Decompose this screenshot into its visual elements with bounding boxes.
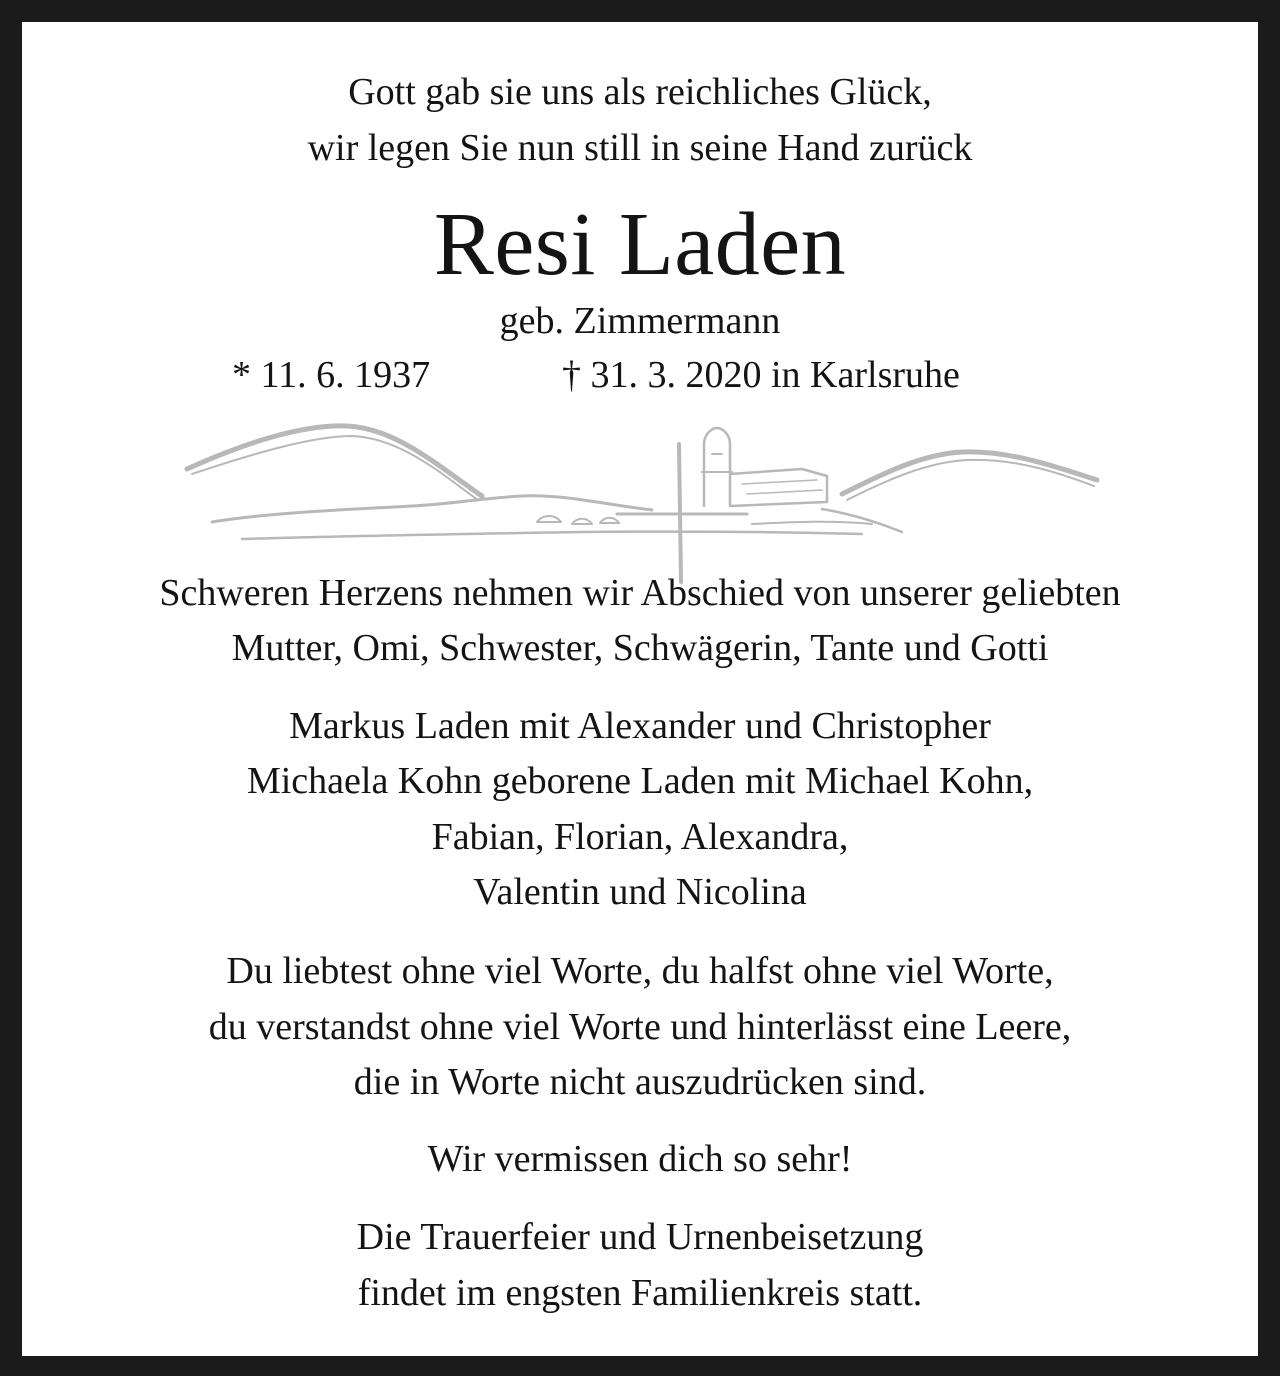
service-line-1: Die Trauerfeier und Urnenbeisetzung xyxy=(356,1216,924,1258)
service-line-2: findet im engsten Familienkreis statt. xyxy=(357,1272,923,1314)
verse-line-2: wir legen Sie nun still in seine Hand zurück xyxy=(307,127,973,169)
mourner-line-1: Markus Laden mit Alexander und Christopher xyxy=(289,705,991,747)
boat-shape xyxy=(537,516,561,522)
tribute-line-3: die in Worte nicht auszudrücken sind. xyxy=(353,1061,927,1103)
left-hill-line-thin xyxy=(192,436,478,500)
death-date: † 31. 3. 2020 in Karlsruhe xyxy=(562,354,960,396)
boat-shape xyxy=(600,518,619,523)
birth-date: * 11. 6. 1937 xyxy=(232,354,431,396)
shore-line-lower xyxy=(242,532,862,539)
tribute-line-2: du verstandst ohne viel Worte und hinterlässt eine Leere, xyxy=(208,1006,1072,1048)
verse-line-1: Gott gab sie uns als reichliches Glück, xyxy=(348,71,932,113)
farewell-line-2: Mutter, Omi, Schwester, Schwägerin, Tante und Gotti xyxy=(231,627,1049,669)
farewell-line-1: Schweren Herzens nehmen wir Abschied von unserer geliebten xyxy=(159,572,1121,614)
closing-line: Wir vermissen dich so sehr! xyxy=(427,1138,853,1180)
obituary-card xyxy=(22,22,1258,1356)
church-nave xyxy=(730,469,827,506)
birth-name: geb. Zimmermann xyxy=(499,300,781,342)
shore-line xyxy=(212,496,652,522)
right-slope-line xyxy=(822,509,902,532)
boat-shape xyxy=(572,519,592,524)
mourner-line-2: Michaela Kohn geborene Laden mit Michael Kohn, xyxy=(246,760,1034,802)
mourner-line-4: Valentin und Nicolina xyxy=(473,871,807,913)
landscape-cross-illustration xyxy=(182,414,1102,584)
deceased-name: Resi Laden xyxy=(433,195,847,294)
life-dates xyxy=(22,352,1258,398)
church-tower xyxy=(704,428,730,506)
tribute-line-1: Du liebtest ohne viel Worte, du halfst ohne viel Worte, xyxy=(226,950,1054,992)
mourner-line-3: Fabian, Florian, Alexandra, xyxy=(431,816,849,858)
